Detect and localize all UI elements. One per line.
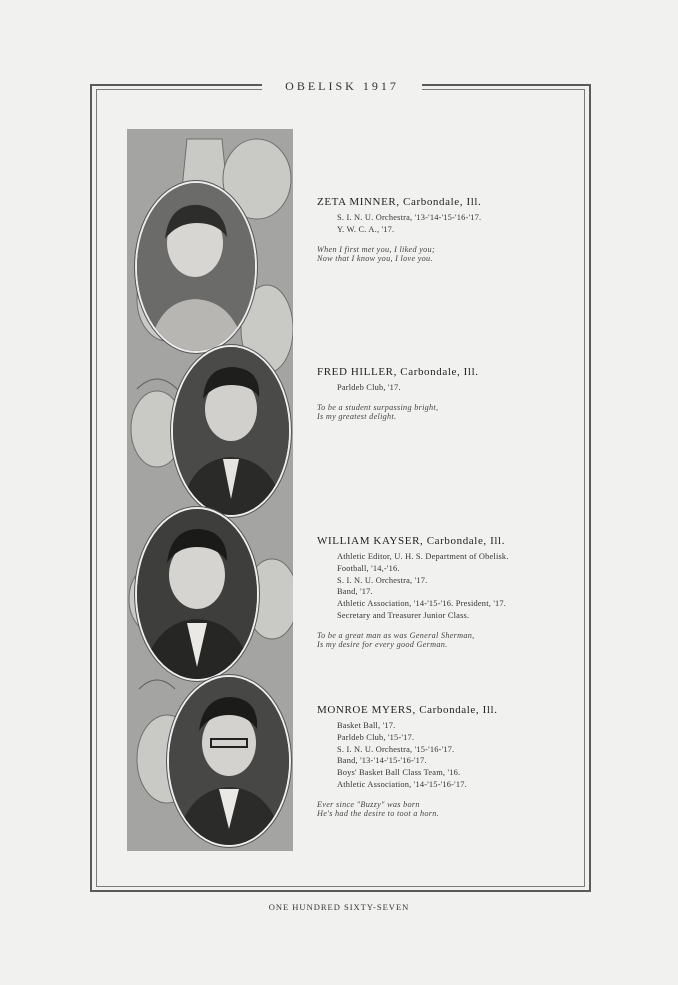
- quote-line: When I first met you, I liked you;: [317, 244, 435, 254]
- activity-item: Parldeb Club, '15-'17.: [337, 732, 415, 742]
- quote-line: Is my desire for every good German.: [317, 640, 448, 650]
- entry-quote: [317, 800, 577, 819]
- activity-item: Parldeb Club, '17.: [337, 383, 401, 392]
- quote-line: To be a student surpassing bright,: [317, 402, 439, 412]
- entry-name: ZETA MINNER, Carbondale, Ill.: [317, 196, 482, 208]
- portrait-fred-hiller: [171, 345, 291, 517]
- activity-item: S. I. N. U. Orchestra, '13-'14-'15-'16-'17.: [337, 213, 482, 222]
- activity-item: Athletic Association, '14-'15-'16-'17.: [337, 779, 467, 789]
- entry-quote: [317, 403, 577, 422]
- entry-quote: [317, 631, 577, 650]
- entry-zeta-minner: [317, 196, 577, 264]
- entry-fred-hiller: [317, 366, 577, 422]
- quote-line: To be a great man as was General Sherman,: [317, 630, 475, 640]
- activity-list: [337, 720, 577, 791]
- activity-item: Band, '17.: [337, 587, 373, 597]
- activity-item: Basket Ball, '17.: [337, 721, 396, 730]
- portrait-photo-icon: [173, 347, 289, 515]
- portrait-photo-icon: [169, 677, 289, 845]
- quote-line: Ever since "Buzzy" was born: [317, 799, 420, 809]
- portrait-zeta-minner: [135, 181, 257, 353]
- portrait-photo-icon: [137, 509, 257, 679]
- activity-item: Y. W. C. A., '17.: [337, 224, 395, 234]
- activity-item: Boys' Basket Ball Class Team, '16.: [337, 768, 461, 778]
- portrait-photo-icon: [137, 183, 255, 351]
- activity-item: Athletic Association, '14-'15-'16. President, '17.: [337, 599, 507, 609]
- entry-quote: [317, 245, 577, 264]
- entry-name: MONROE MYERS, Carbondale, Ill.: [317, 704, 498, 716]
- quote-line: Is my greatest delight.: [317, 412, 397, 422]
- activity-item: Football, '14,-'16.: [337, 563, 400, 573]
- entry-name: FRED HILLER, Carbondale, Ill.: [317, 366, 479, 378]
- decorative-photo-strip: [127, 129, 293, 851]
- entry-monroe-myers: [317, 704, 577, 819]
- page-header: OBELISK 1917: [262, 76, 422, 96]
- activity-item: Secretary and Treasurer Junior Class.: [337, 610, 470, 620]
- activity-item: Band, '13-'14-'15-'16-'17.: [337, 756, 427, 766]
- activity-list: [337, 551, 577, 622]
- entry-name: WILLIAM KAYSER, Carbondale, Ill.: [317, 535, 506, 547]
- portrait-william-kayser: [135, 507, 259, 681]
- page-number: ONE HUNDRED SIXTY-SEVEN: [268, 902, 410, 912]
- activity-list: [337, 212, 577, 236]
- activity-item: Athletic Editor, U. H. S. Department of Obelisk.: [337, 552, 509, 561]
- portrait-monroe-myers: [167, 675, 291, 847]
- entry-william-kayser: [317, 535, 577, 650]
- activity-item: S. I. N. U. Orchestra, '17.: [337, 575, 428, 585]
- quote-line: Now that I know you, I love you.: [317, 254, 433, 264]
- activity-list: [337, 382, 577, 394]
- quote-line: He's had the desire to toot a horn.: [317, 809, 440, 819]
- activity-item: S. I. N. U. Orchestra, '15-'16-'17.: [337, 744, 455, 754]
